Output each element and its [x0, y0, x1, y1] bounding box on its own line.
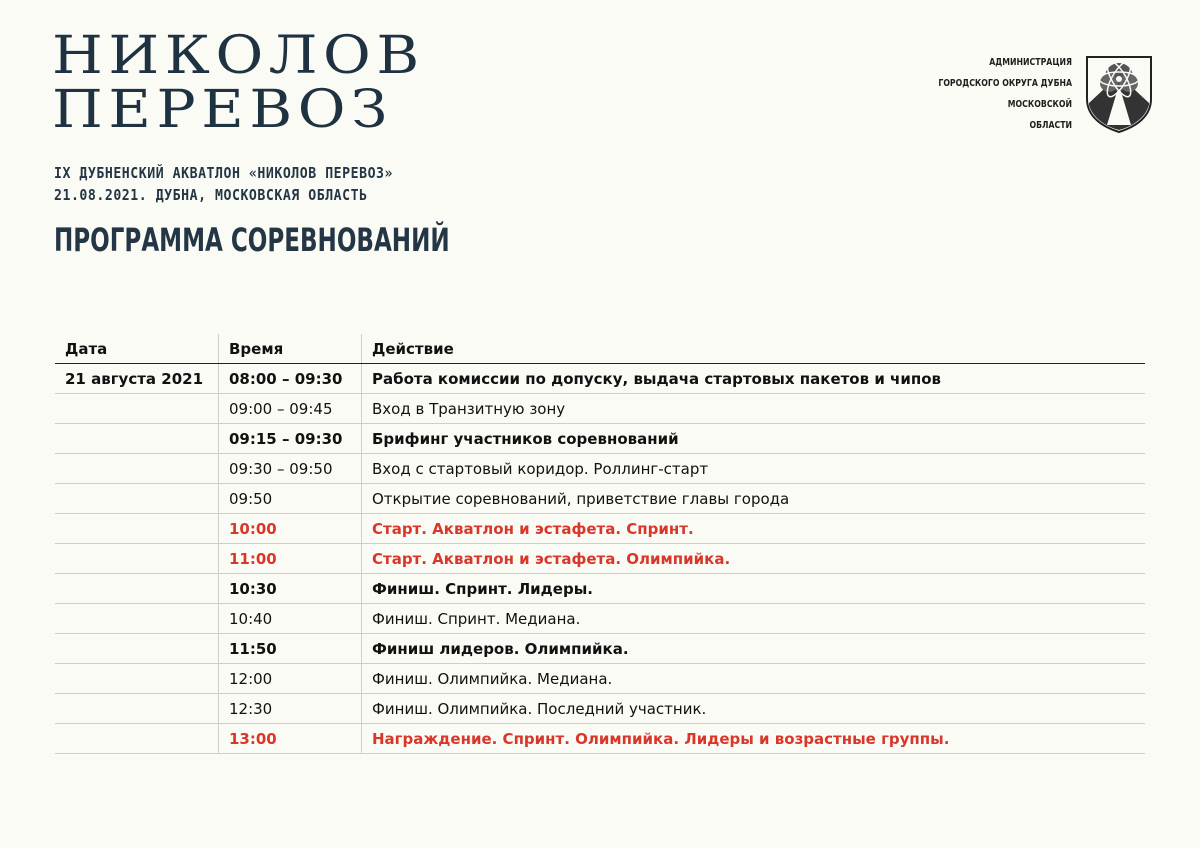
action-cell: Старт. Акватлон и эстафета. Спринт. — [362, 514, 1146, 544]
date-cell — [55, 634, 219, 664]
time-cell: 12:30 — [219, 694, 362, 724]
table-row — [55, 574, 1145, 604]
date-cell: 21 августа 2021 — [55, 364, 219, 394]
date-cell — [55, 664, 219, 694]
table-row — [55, 484, 1145, 514]
date-cell — [55, 574, 219, 604]
table-row — [55, 544, 1145, 574]
action-cell: Открытие соревнований, приветствие главы города — [362, 484, 1146, 514]
city-coat-of-arms-icon — [1085, 55, 1153, 133]
action-cell: Брифинг участников соревнований — [362, 424, 1146, 454]
time-cell: 09:50 — [219, 484, 362, 514]
column-header-date: Дата — [55, 334, 219, 364]
table-header-row — [55, 334, 1145, 364]
time-cell: 09:15 – 09:30 — [219, 424, 362, 454]
table-row — [55, 424, 1145, 454]
admin-line-1: АДМИНИСТРАЦИЯ — [989, 57, 1072, 68]
time-cell: 10:40 — [219, 604, 362, 634]
time-cell: 08:00 – 09:30 — [219, 364, 362, 394]
action-cell: Вход в Транзитную зону — [362, 394, 1146, 424]
table-row — [55, 454, 1145, 484]
column-header-action: Действие — [362, 334, 1146, 364]
table-row — [55, 514, 1145, 544]
logo-line-2: ПЕРЕВОЗ — [52, 80, 394, 140]
table-row — [55, 634, 1145, 664]
date-cell — [55, 454, 219, 484]
action-cell: Старт. Акватлон и эстафета. Олимпийка. — [362, 544, 1146, 574]
time-cell: 11:00 — [219, 544, 362, 574]
column-header-time: Время — [219, 334, 362, 364]
action-cell: Финиш. Олимпийка. Медиана. — [362, 664, 1146, 694]
action-cell: Финиш. Спринт. Медиана. — [362, 604, 1146, 634]
table-row — [55, 664, 1145, 694]
admin-line-4: ОБЛАСТИ — [1029, 120, 1072, 131]
table-row — [55, 364, 1145, 394]
admin-line-3: МОСКОВСКОЙ — [1007, 99, 1072, 110]
schedule-table — [55, 334, 1145, 754]
date-cell — [55, 484, 219, 514]
action-cell: Финиш. Спринт. Лидеры. — [362, 574, 1146, 604]
action-cell: Финиш лидеров. Олимпийка. — [362, 634, 1146, 664]
action-cell: Финиш. Олимпийка. Последний участник. — [362, 694, 1146, 724]
schedule-rows — [55, 364, 1145, 754]
administration-label — [909, 52, 1072, 136]
time-cell: 10:00 — [219, 514, 362, 544]
date-cell — [55, 724, 219, 754]
time-cell: 11:50 — [219, 634, 362, 664]
date-cell — [55, 424, 219, 454]
subtitle-line-1: IX ДУБНЕНСКИЙ АКВАТЛОН «НИКОЛОВ ПЕРЕВОЗ» — [54, 164, 394, 182]
admin-line-2: ГОРОДСКОГО ОКРУГА ДУБНА — [938, 78, 1072, 89]
subtitle-line-2: 21.08.2021. ДУБНА, МОСКОВСКАЯ ОБЛАСТЬ — [54, 186, 368, 204]
logo-line-1: НИКОЛОВ — [52, 26, 425, 86]
event-subtitle — [54, 162, 439, 206]
action-cell: Вход с стартовый коридор. Роллинг-старт — [362, 454, 1146, 484]
date-cell — [55, 514, 219, 544]
time-cell: 10:30 — [219, 574, 362, 604]
table-row — [55, 604, 1145, 634]
time-cell: 09:30 – 09:50 — [219, 454, 362, 484]
date-cell — [55, 394, 219, 424]
table-row — [55, 694, 1145, 724]
date-cell — [55, 604, 219, 634]
date-cell — [55, 544, 219, 574]
action-cell: Работа комиссии по допуску, выдача стартовых пакетов и чипов — [362, 364, 1146, 394]
action-cell: Награждение. Спринт. Олимпийка. Лидеры и возрастные группы. — [362, 724, 1146, 754]
event-logo — [52, 26, 425, 140]
time-cell: 13:00 — [219, 724, 362, 754]
table-row — [55, 394, 1145, 424]
table-row — [55, 724, 1145, 754]
time-cell: 12:00 — [219, 664, 362, 694]
page-title: ПРОГРАММА СОРЕВНОВАНИЙ — [54, 221, 450, 259]
time-cell: 09:00 – 09:45 — [219, 394, 362, 424]
date-cell — [55, 694, 219, 724]
